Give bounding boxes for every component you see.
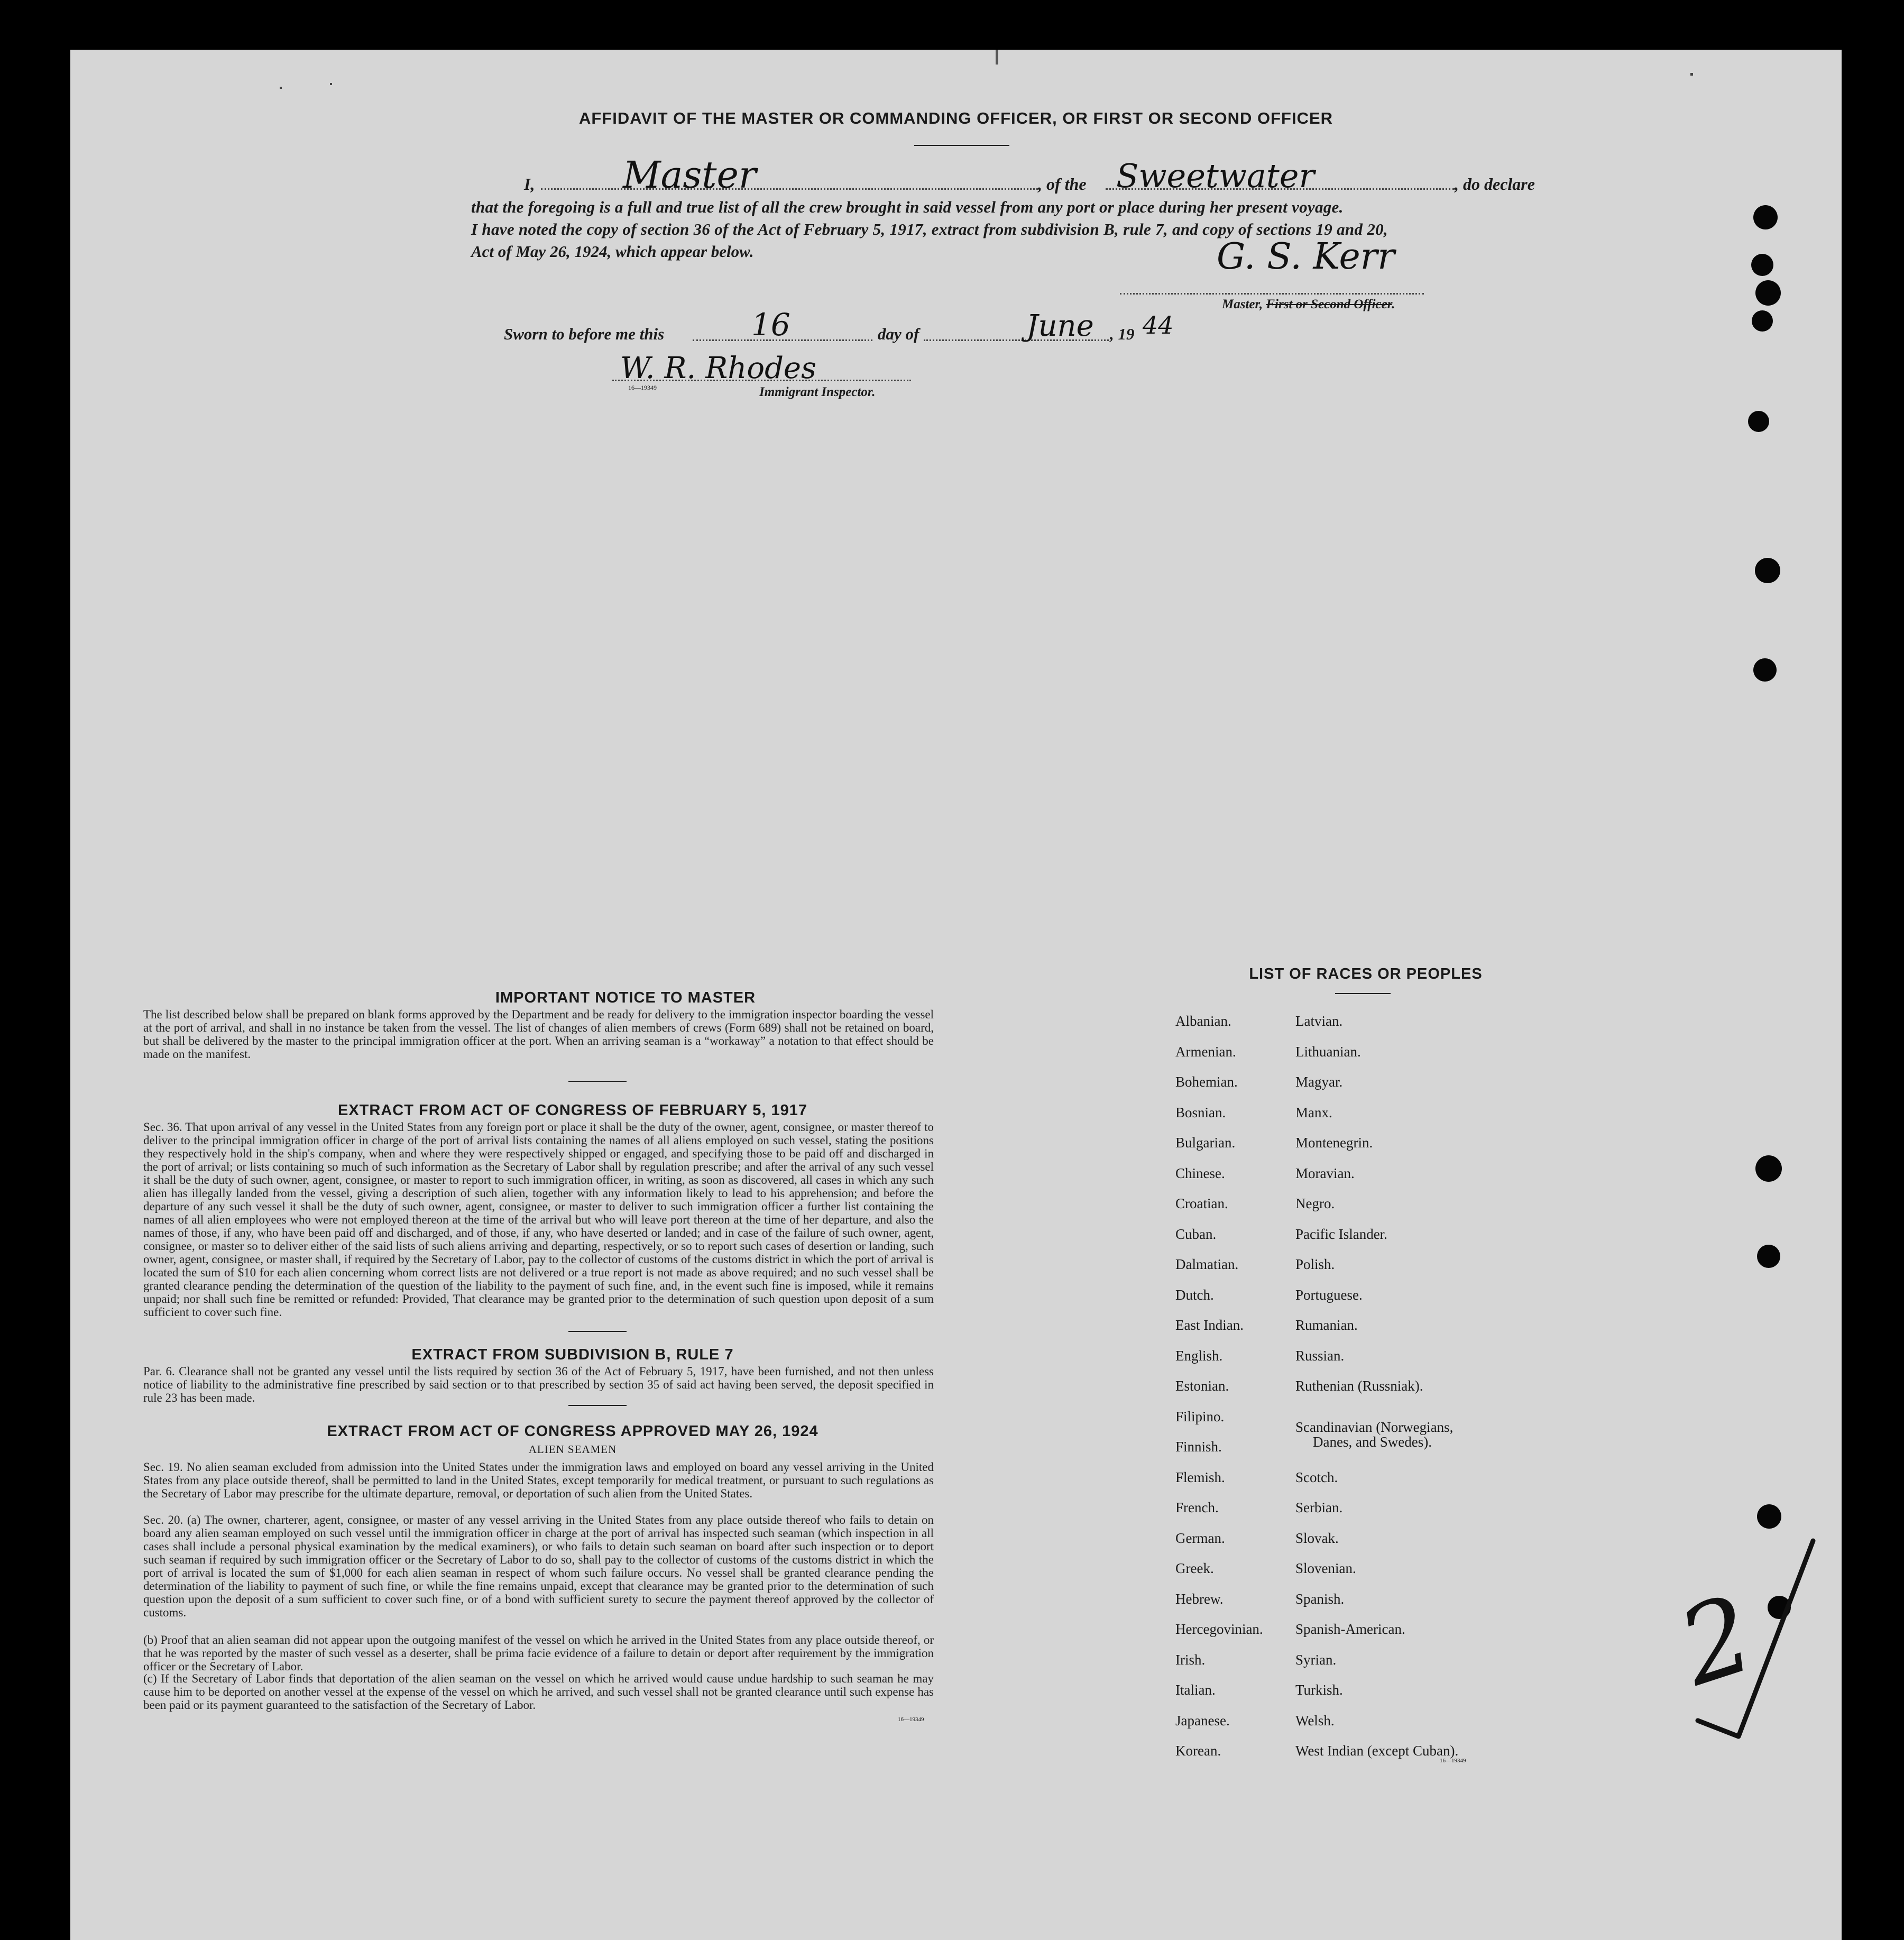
race-item: Japanese. — [1175, 1712, 1230, 1728]
master-caption — [1222, 297, 1395, 312]
notice-body: The list described below shall be prepared on blank forms approved by the Department and be ready for delivery to the immigration inspector boarding the vessel at the port of arrival, and shall in no instance be taken from the vessel. The list of changes of alien members of crews (Form 689) shall not be retained on board, but shall be delivered by the master to the principal immigration officer at the port. When an arriving seaman is a “workaway” a notation to that effect should be made on the manifest. — [143, 1008, 934, 1061]
race-item: Spanish. — [1295, 1590, 1345, 1607]
race-item: Danes, and Swedes). — [1313, 1433, 1432, 1450]
vessel-name-handwritten: Sweetwater — [1116, 157, 1315, 195]
race-item: Albanian. — [1175, 1013, 1231, 1029]
race-item: East Indian. — [1175, 1317, 1244, 1333]
race-item: Bulgarian. — [1175, 1135, 1236, 1151]
i-dotted-line — [541, 188, 1038, 190]
race-item: Ruthenian (Russniak). — [1295, 1378, 1423, 1394]
punch-hole — [1757, 1504, 1781, 1529]
punch-hole — [1751, 254, 1773, 276]
race-item: Flemish. — [1175, 1469, 1225, 1485]
punch-hole — [1753, 658, 1777, 682]
punch-hole — [1755, 558, 1780, 583]
punch-hole — [1753, 205, 1778, 229]
section-20b-text: (b) Proof that an alien seaman did not appear upon the outgoing manifest of the vessel on which he arrived in the United States from any place outside thereof, or that he was reported by the master of such vessel as a deserter, shall be prima facie evidence of a failure to detain or deport after requirement by the immigration officer or the Secretary of Labor. — [143, 1633, 934, 1673]
race-item: Dutch. — [1175, 1286, 1214, 1303]
race-item: French. — [1175, 1500, 1219, 1515]
race-item: Lithuanian. — [1295, 1043, 1361, 1060]
race-item: Spanish-American. — [1295, 1621, 1405, 1637]
extract-1917-divider — [568, 1331, 627, 1332]
race-item: Chinese. — [1175, 1165, 1225, 1181]
punch-hole — [1752, 310, 1773, 332]
race-item: Hebrew. — [1175, 1590, 1224, 1607]
race-item: Latvian. — [1295, 1013, 1343, 1029]
notice-title: IMPORTANT NOTICE TO MASTER — [495, 989, 756, 1006]
day-of-label: day of — [878, 325, 919, 343]
race-item: German. — [1175, 1530, 1225, 1546]
inspector-signature-line — [612, 380, 911, 381]
race-item: Magyar. — [1295, 1074, 1343, 1090]
race-item: Negro. — [1295, 1196, 1335, 1211]
sworn-label: Sworn to before me this — [504, 325, 665, 343]
race-item: Greek. — [1175, 1560, 1214, 1576]
declare-label: , do declare — [1455, 174, 1535, 194]
scan-speck — [280, 87, 282, 89]
punch-hole — [1757, 1245, 1780, 1268]
race-item: Scotch. — [1295, 1469, 1338, 1485]
section-20c-text: (c) If the Secretary of Labor finds that deportation of the alien seaman on the vessel on which he arrived would cause undue hardship to such seaman he may cause him to be deported on another vessel at the expense of the vessel on which he arrived, and such vessel shall not be granted clearance until such expense has been paid or its payment guaranteed to the satisfaction of the Secretary of Labor. — [143, 1672, 934, 1712]
extract-1917-title: EXTRACT FROM ACT OF CONGRESS OF FEBRUARY 5, 1917 — [337, 1102, 808, 1119]
notice-divider — [568, 1081, 627, 1082]
race-item: Syrian. — [1295, 1651, 1337, 1668]
affidavit-title: AFFIDAVIT OF THE MASTER OR COMMANDING OFFICER, OR FIRST OR SECOND OFFICER — [578, 109, 1333, 127]
race-item: Slovenian. — [1295, 1560, 1356, 1576]
section-20a-text: Sec. 20. (a) The owner, charterer, agent, consignee, or master of any vessel arriving in the United States from any place outside thereof who fails to detain on board any alien seaman employed on such vessel until the immigration officer in charge at the port of arrival has inspected such seaman (which inspection in all cases shall include a personal physical examination by the medical examiners), or who fails to detain such seaman on board after such inspection or to deport such seaman if required by such immigration officer or the Secretary of Labor to do so, shall pay to the collector of customs of the customs district in which the port of arrival is located the sum of $1,000 for each alien seaman in respect of whom such failure occurs. No vessel shall be granted clearance pending the determination of the liability to payment of such fine, or while the fine remains unpaid, except that clearance may be granted prior to the determination of such question upon the deposit of a sum sufficient to cover such fine, or of a bond with sufficient surety to secure the payment thereof approved by the collector of customs. — [143, 1513, 934, 1619]
inspector-caption: Immigrant Inspector. — [759, 385, 876, 399]
declaration-line-2: that the foregoing is a full and true list of all the crew brought in said vessel from any port or place during her present voyage. — [471, 198, 1344, 216]
race-item: Bosnian. — [1175, 1104, 1226, 1120]
race-item: Manx. — [1295, 1104, 1332, 1120]
race-item: Moravian. — [1295, 1165, 1355, 1181]
race-item: Serbian. — [1295, 1500, 1343, 1515]
race-item: Scandinavian (Norwegians, — [1295, 1419, 1454, 1435]
year-prefix: , 19 — [1110, 325, 1135, 343]
rank-handwritten: Master — [623, 153, 757, 197]
declaration-line-3: I have noted the copy of section 36 of the Act of February 5, 1917, extract from subdivision B, rule 7, and copy of sections 19 and 20, — [471, 220, 1388, 238]
declaration-line-4: Act of May 26, 1924, which appear below. — [471, 242, 754, 261]
race-item: West Indian (except Cuban). — [1295, 1743, 1459, 1759]
race-item: Korean. — [1175, 1743, 1221, 1759]
sworn-day-handwritten: 16 — [751, 307, 790, 343]
section-19-text: Sec. 19. No alien seaman excluded from admission into the United States under the immigration laws and employed on board any vessel arriving in the United States from any place outside thereof, shall be permitted to land in the United States, except temporarily for medical treatment, or pursuant to such regulations as the Secretary of Labor may prescribe for the ultimate departure, removal, or deportation of such alien from the United States. — [143, 1460, 934, 1500]
margin-number-handwritten: 2 — [1665, 1572, 1768, 1710]
i-label: I, — [524, 174, 535, 194]
scan-speck — [1690, 73, 1693, 76]
subdivision-b-title: EXTRACT FROM SUBDIVISION B, RULE 7 — [411, 1346, 734, 1363]
race-item: Welsh. — [1295, 1712, 1335, 1728]
extract-1917-body: Sec. 36. That upon arrival of any vessel in the United States from any foreign port or place it shall be the duty of the owner, agent, consignee, or master thereof to deliver to the principal immigration officer in charge of the port of arrival lists containing the names of all aliens employed on such vessel, stating the positions they respectively hold in the ship's company, when and where they were respectively shipped or engaged, and specifying those to be paid off and discharged in the port of arrival; or lists containing so much of such information as the Secretary of Labor shall by regulation prescribe; and after the arrival of any such vessel it shall be the duty of such owner, agent, consignee, or master to report to such immigration officer, in writing, as soon as discovered, all cases in which any such alien has illegally landed from the vessel, giving a description of such alien, together with any information likely to lead to his apprehension; and before the departure of any such vessel it shall be the duty of such owner, agent, consignee, or master to deliver to such immigration officer a further list containing the names of all alien employees who were not employed thereon at the time of the arrival but who will leave port thereon at the time of her departure, and also the names of those, if any, who have been paid off and discharged, and of those, if any, who have deserted or landed; and in case of the failure of such owner, agent, consignee, or master so to deliver either of the said lists of such aliens arriving and departing, respectively, or so to report such cases of desertion or landing, such owner, agent, consignee, or master shall, if required by the Secretary of Labor, pay to the collector of customs of the customs district in which the port of arrival is located the sum of $10 for each alien concerning whom correct lists are not delivered or a true report is not made as above required; and no such vessel shall be granted clearance pending the determination of the question of the liability to the payment of such fine, and, in the event such fine is imposed, while it remains unpaid; nor shall such fine be remitted or refunded: Provided, That clearance may be granted prior to the determination of such question upon deposit of a sum sufficient to cover such fine. — [143, 1120, 934, 1319]
race-item: Dalmatian. — [1175, 1256, 1239, 1272]
race-item: Filipino. — [1175, 1408, 1225, 1424]
notices-form-number: 16—19349 — [898, 1716, 924, 1723]
race-item: Cuban. — [1175, 1226, 1217, 1242]
race-item: Russian. — [1295, 1347, 1345, 1364]
race-item: Montenegrin. — [1295, 1135, 1373, 1151]
subdivision-b-divider — [568, 1405, 627, 1406]
document-page — [70, 50, 1842, 1940]
race-item: English. — [1175, 1347, 1223, 1364]
extract-1924-title: EXTRACT FROM ACT OF CONGRESS APPROVED MAY 26, 1924 — [327, 1423, 818, 1440]
inspector-signature: W. R. Rhodes — [620, 351, 816, 385]
race-item: Rumanian. — [1295, 1317, 1358, 1333]
punch-hole — [1755, 1155, 1782, 1182]
race-item: Turkish. — [1295, 1682, 1343, 1698]
race-item: Slovak. — [1295, 1530, 1339, 1546]
master-caption-end: . — [1392, 297, 1395, 311]
races-form-number: 16—19349 — [1440, 1758, 1466, 1764]
subdivision-b-body: Par. 6. Clearance shall not be granted any vessel until the lists required by section 36 of the Act of February 5, 1917, have been furnished, and not then unless notice of liability to the administrative fine prescribed by said section or to that prescribed by section 35 of said act having been served, the deposit specified in rule 23 has been made. — [143, 1365, 934, 1404]
race-item: Armenian. — [1175, 1043, 1236, 1060]
scan-speck — [996, 50, 998, 65]
master-caption-strikethrough: First or Second Officer — [1266, 297, 1392, 311]
alien-seamen-subtitle: ALIEN SEAMEN — [528, 1443, 617, 1456]
punch-hole — [1748, 411, 1769, 432]
year-handwritten: 44 — [1143, 311, 1174, 339]
race-item: Croatian. — [1175, 1196, 1228, 1211]
of-the-label: , of the — [1038, 174, 1087, 194]
punch-hole — [1755, 280, 1781, 306]
scan-speck — [330, 83, 332, 85]
races-title: LIST OF RACES OR PEOPLES — [1249, 966, 1483, 982]
title-divider — [914, 145, 1009, 146]
sworn-month-handwritten: June — [1026, 309, 1094, 343]
race-item: Polish. — [1295, 1256, 1335, 1272]
race-item: Finnish. — [1175, 1439, 1222, 1455]
master-signature-line — [1120, 293, 1424, 295]
master-caption-master: Master, — [1222, 297, 1263, 311]
races-divider — [1335, 993, 1391, 994]
race-item: Hercegovinian. — [1175, 1621, 1263, 1637]
master-signature: G. S. Kerr — [1217, 236, 1395, 278]
race-item: Bohemian. — [1175, 1074, 1238, 1090]
race-item: Portuguese. — [1295, 1286, 1363, 1303]
race-item: Estonian. — [1175, 1378, 1229, 1394]
race-item: Pacific Islander. — [1295, 1226, 1387, 1242]
affidavit-form-number: 16—19349 — [628, 384, 657, 391]
race-item: Italian. — [1175, 1682, 1216, 1698]
race-item: Irish. — [1175, 1651, 1206, 1668]
